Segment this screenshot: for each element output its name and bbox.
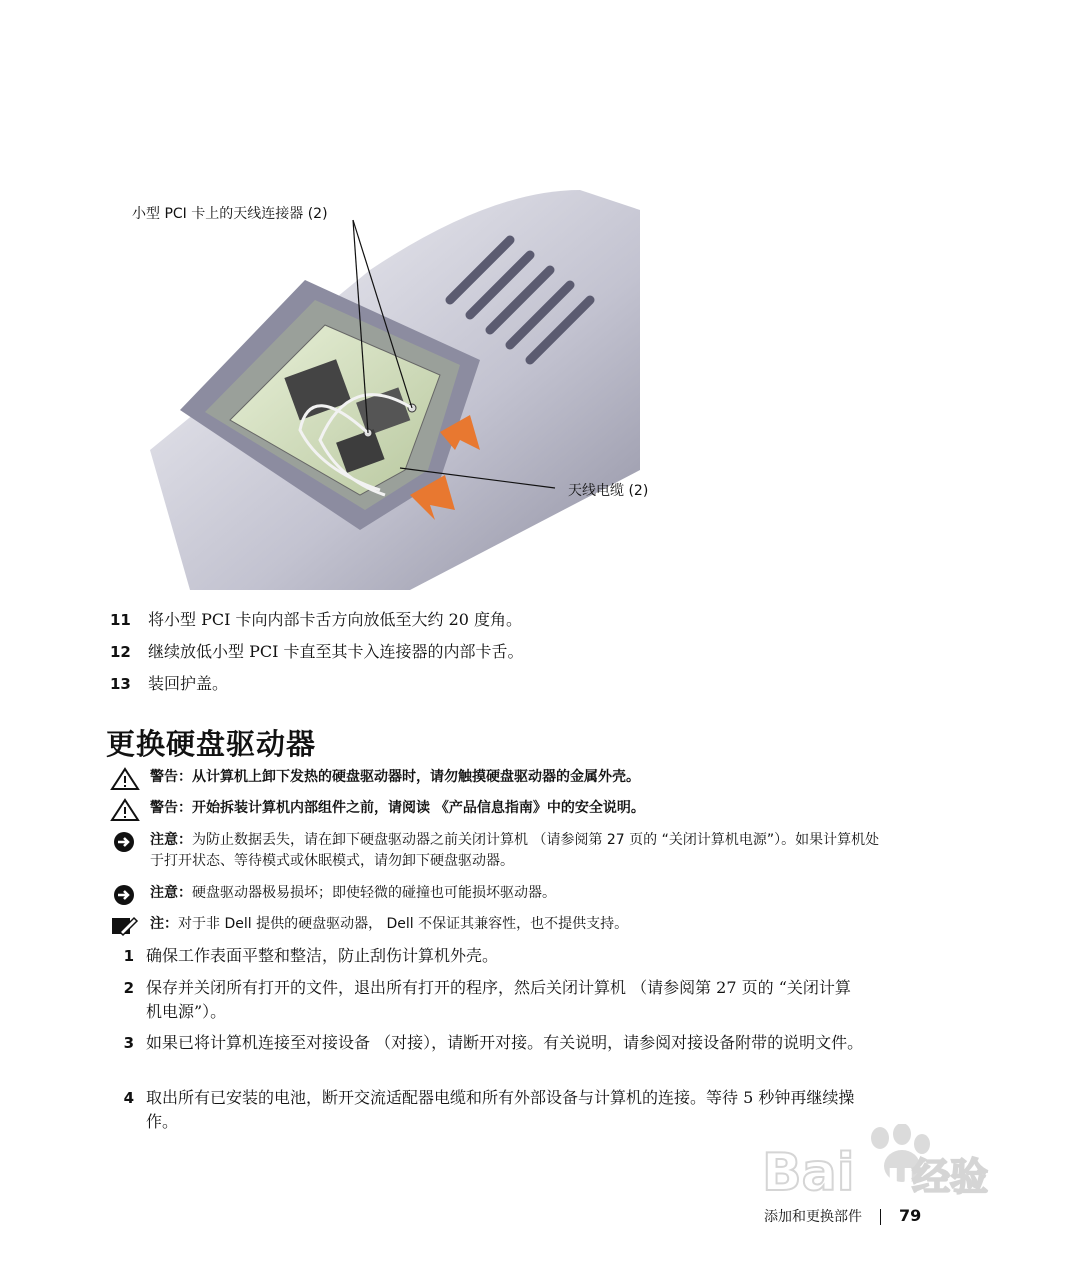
notice-label: 警告：	[150, 800, 192, 816]
baidu-watermark-logo	[762, 1124, 1002, 1204]
step-text: 如果已将计算机连接至对接设备 （对接），请断开对接。有关说明，请参阅对接设备附带的说明文件。	[146, 1033, 864, 1052]
step-number: 4	[123, 1089, 134, 1107]
step-text: 确保工作表面平整和整洁，防止刮伤计算机外壳。	[146, 946, 499, 965]
callout-antenna-cables: 天线电缆 (2)	[568, 483, 649, 499]
notice-label: 注意：	[150, 832, 192, 848]
notice-fragile	[110, 883, 890, 904]
step-2	[110, 976, 866, 1024]
step-number: 1	[123, 947, 134, 965]
step-number: 11	[110, 611, 131, 629]
notice-text: 为防止数据丢失，请在卸下硬盘驱动器之前关闭计算机 （请参阅第 27 页的 “关闭计算机电源”）。如果计算机处于打开状态、等待模式或休眠模式，请勿卸下硬盘驱动器。	[150, 832, 880, 869]
notice-label: 注意：	[150, 885, 192, 901]
warning-notice-2	[110, 798, 890, 819]
step-number: 12	[110, 643, 131, 661]
warning-icon	[110, 798, 140, 822]
notice-text: 对于非 Dell 提供的硬盘驱动器， Dell 不保证其兼容性，也不提供支持。	[178, 916, 629, 932]
step-number: 3	[123, 1034, 134, 1052]
step-number: 2	[123, 979, 134, 997]
step-text: 保存并关闭所有打开的文件，退出所有打开的程序，然后关闭计算机 （请参阅第 27 页的 “关闭计算机电源”）。	[146, 978, 851, 1021]
notice-text: 从计算机上卸下发热的硬盘驱动器时，请勿触摸硬盘驱动器的金属外壳。	[192, 769, 640, 785]
step-text: 取出所有已安装的电池，断开交流适配器电缆和所有外部设备与计算机的连接。等待 5 秒钟再继续操作。	[146, 1088, 855, 1131]
step-11	[110, 608, 868, 632]
notice-label: 注：	[150, 916, 178, 932]
svg-text:du: du	[858, 1154, 916, 1200]
step-4	[110, 1086, 866, 1134]
svg-text:Bai: Bai	[762, 1143, 855, 1203]
notice-data-loss	[110, 830, 890, 872]
note-icon	[110, 914, 140, 938]
page-number: 79	[899, 1206, 922, 1225]
note-non-dell	[110, 914, 890, 935]
step-text: 装回护盖。	[148, 674, 229, 693]
notice-text: 硬盘驱动器极易损坏；即使轻微的碰撞也可能损坏驱动器。	[192, 885, 556, 901]
step-text: 将小型 PCI 卡向内部卡舌方向放低至大约 20 度角。	[148, 610, 523, 629]
footer-section: 添加和更换部件	[764, 1209, 862, 1225]
footer-divider	[880, 1209, 881, 1225]
step-1	[110, 944, 866, 968]
callout-antenna-connectors: 小型 PCI 卡上的天线连接器 (2)	[132, 206, 328, 222]
notice-text: 开始拆装计算机内部组件之前，请阅读 《产品信息指南》中的安全说明。	[192, 800, 645, 816]
section-title: 更换硬盘驱动器	[106, 727, 317, 761]
notice-icon	[110, 883, 140, 907]
step-3	[110, 1031, 866, 1055]
step-13	[110, 672, 868, 696]
step-number: 13	[110, 675, 131, 693]
step-text: 继续放低小型 PCI 卡直至其卡入连接器的内部卡舌。	[148, 642, 524, 661]
page-footer	[764, 1206, 921, 1226]
notice-icon	[110, 830, 140, 854]
step-12	[110, 640, 868, 664]
svg-text:经验: 经验	[912, 1155, 989, 1199]
warning-notice-1	[110, 767, 890, 788]
notice-label: 警告：	[150, 769, 192, 785]
warning-icon	[110, 767, 140, 791]
